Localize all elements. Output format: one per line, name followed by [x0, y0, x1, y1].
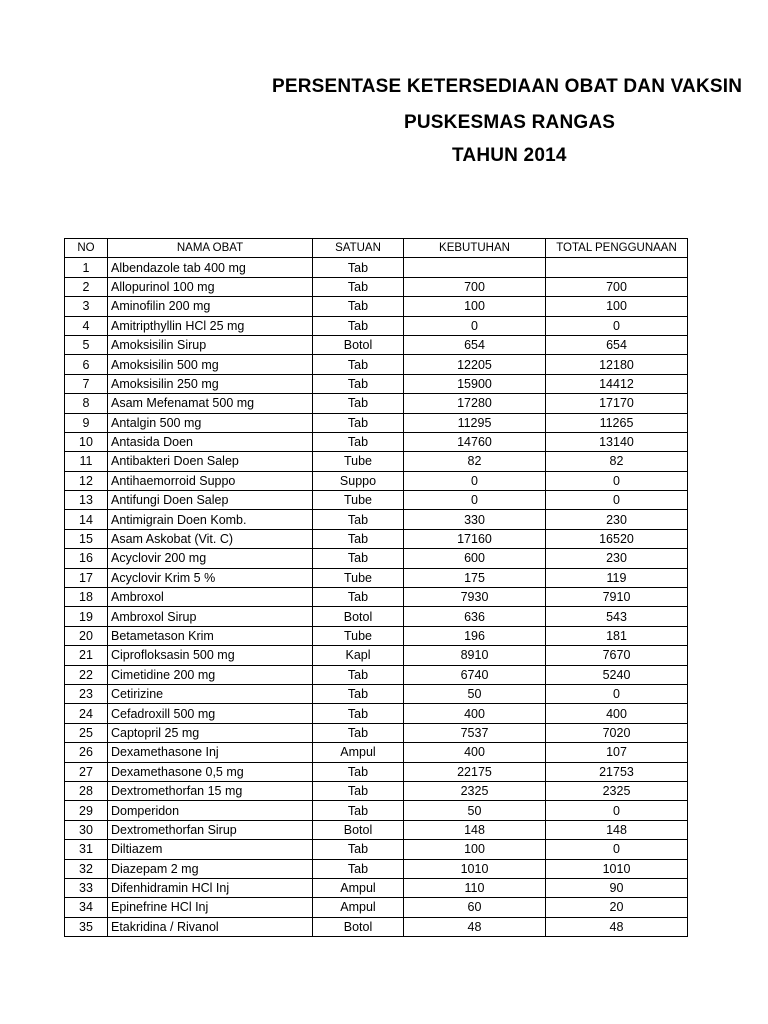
cell-total-penggunaan: 400	[546, 704, 688, 723]
cell-total-penggunaan: 16520	[546, 529, 688, 548]
cell-nama-obat: Ambroxol	[108, 588, 313, 607]
cell-satuan: Ampul	[313, 743, 404, 762]
cell-kebutuhan: 196	[404, 626, 546, 645]
report-subtitle-year: TAHUN 2014	[452, 145, 567, 166]
cell-nama-obat: Amoksisilin Sirup	[108, 335, 313, 354]
cell-satuan: Ampul	[313, 898, 404, 917]
cell-nama-obat: Antasida Doen	[108, 432, 313, 451]
cell-total-penggunaan: 48	[546, 917, 688, 936]
cell-satuan: Tab	[313, 549, 404, 568]
header-total-penggunaan: TOTAL PENGGUNAAN	[546, 239, 688, 258]
cell-no: 8	[65, 394, 108, 413]
table-row	[65, 277, 688, 296]
table-row	[65, 859, 688, 878]
cell-no: 34	[65, 898, 108, 917]
cell-nama-obat: Albendazole tab 400 mg	[108, 258, 313, 277]
cell-kebutuhan: 0	[404, 316, 546, 335]
cell-satuan: Tab	[313, 374, 404, 393]
cell-kebutuhan: 330	[404, 510, 546, 529]
cell-satuan: Tube	[313, 626, 404, 645]
cell-total-penggunaan: 148	[546, 820, 688, 839]
table-row	[65, 898, 688, 917]
cell-no: 18	[65, 588, 108, 607]
cell-kebutuhan: 15900	[404, 374, 546, 393]
cell-no: 22	[65, 665, 108, 684]
table-row	[65, 704, 688, 723]
cell-kebutuhan: 148	[404, 820, 546, 839]
cell-no: 4	[65, 316, 108, 335]
cell-total-penggunaan: 181	[546, 626, 688, 645]
cell-no: 20	[65, 626, 108, 645]
cell-no: 15	[65, 529, 108, 548]
cell-kebutuhan: 0	[404, 491, 546, 510]
cell-kebutuhan: 48	[404, 917, 546, 936]
cell-satuan: Botol	[313, 607, 404, 626]
cell-nama-obat: Ambroxol Sirup	[108, 607, 313, 626]
cell-kebutuhan: 17280	[404, 394, 546, 413]
cell-total-penggunaan: 5240	[546, 665, 688, 684]
cell-no: 13	[65, 491, 108, 510]
table-row	[65, 588, 688, 607]
cell-nama-obat: Antifungi Doen Salep	[108, 491, 313, 510]
cell-total-penggunaan: 17170	[546, 394, 688, 413]
cell-kebutuhan: 175	[404, 568, 546, 587]
cell-total-penggunaan: 11265	[546, 413, 688, 432]
cell-total-penggunaan: 7910	[546, 588, 688, 607]
header-satuan: SATUAN	[313, 239, 404, 258]
cell-kebutuhan: 400	[404, 743, 546, 762]
cell-satuan: Tab	[313, 394, 404, 413]
cell-satuan: Tube	[313, 568, 404, 587]
cell-nama-obat: Asam Mefenamat 500 mg	[108, 394, 313, 413]
table-row	[65, 840, 688, 859]
cell-no: 2	[65, 277, 108, 296]
cell-total-penggunaan: 100	[546, 297, 688, 316]
cell-satuan: Tube	[313, 452, 404, 471]
cell-no: 27	[65, 762, 108, 781]
cell-no: 16	[65, 549, 108, 568]
cell-satuan: Botol	[313, 917, 404, 936]
cell-no: 33	[65, 878, 108, 897]
table-row	[65, 549, 688, 568]
table-row	[65, 316, 688, 335]
cell-nama-obat: Allopurinol 100 mg	[108, 277, 313, 296]
cell-satuan: Tab	[313, 781, 404, 800]
cell-kebutuhan: 6740	[404, 665, 546, 684]
cell-nama-obat: Ciprofloksasin 500 mg	[108, 646, 313, 665]
cell-satuan: Kapl	[313, 646, 404, 665]
cell-kebutuhan: 636	[404, 607, 546, 626]
report-subtitle-facility: PUSKESMAS RANGAS	[404, 112, 616, 133]
cell-no: 32	[65, 859, 108, 878]
cell-total-penggunaan: 0	[546, 491, 688, 510]
cell-total-penggunaan: 82	[546, 452, 688, 471]
cell-kebutuhan: 14760	[404, 432, 546, 451]
cell-no: 7	[65, 374, 108, 393]
table-row	[65, 510, 688, 529]
cell-kebutuhan: 1010	[404, 859, 546, 878]
cell-kebutuhan: 50	[404, 801, 546, 820]
cell-no: 28	[65, 781, 108, 800]
cell-nama-obat: Aminofilin 200 mg	[108, 297, 313, 316]
cell-satuan: Tab	[313, 529, 404, 548]
cell-kebutuhan: 0	[404, 471, 546, 490]
cell-no: 10	[65, 432, 108, 451]
cell-kebutuhan: 8910	[404, 646, 546, 665]
cell-total-penggunaan: 7670	[546, 646, 688, 665]
cell-kebutuhan: 50	[404, 684, 546, 703]
cell-total-penggunaan: 0	[546, 316, 688, 335]
cell-kebutuhan: 7537	[404, 723, 546, 742]
cell-total-penggunaan: 230	[546, 549, 688, 568]
cell-satuan: Tab	[313, 413, 404, 432]
cell-nama-obat: Etakridina / Rivanol	[108, 917, 313, 936]
table-row	[65, 646, 688, 665]
cell-total-penggunaan: 107	[546, 743, 688, 762]
cell-no: 17	[65, 568, 108, 587]
cell-nama-obat: Epinefrine HCl Inj	[108, 898, 313, 917]
report-title: PERSENTASE KETERSEDIAAN OBAT DAN VAKSIN	[272, 76, 743, 97]
cell-nama-obat: Cimetidine 200 mg	[108, 665, 313, 684]
cell-nama-obat: Dextromethorfan Sirup	[108, 820, 313, 839]
cell-nama-obat: Captopril 25 mg	[108, 723, 313, 742]
cell-kebutuhan: 7930	[404, 588, 546, 607]
cell-no: 24	[65, 704, 108, 723]
table-row	[65, 394, 688, 413]
cell-satuan: Botol	[313, 820, 404, 839]
cell-total-penggunaan: 20	[546, 898, 688, 917]
table-header-row	[65, 239, 688, 258]
table-row	[65, 917, 688, 936]
cell-satuan: Tab	[313, 762, 404, 781]
cell-nama-obat: Antibakteri Doen Salep	[108, 452, 313, 471]
table-row	[65, 626, 688, 645]
table-row	[65, 529, 688, 548]
cell-nama-obat: Antimigrain Doen Komb.	[108, 510, 313, 529]
cell-satuan: Tab	[313, 297, 404, 316]
cell-nama-obat: Diazepam 2 mg	[108, 859, 313, 878]
cell-satuan: Tab	[313, 665, 404, 684]
cell-kebutuhan: 100	[404, 297, 546, 316]
cell-satuan: Tab	[313, 316, 404, 335]
cell-kebutuhan: 400	[404, 704, 546, 723]
cell-nama-obat: Amoksisilin 250 mg	[108, 374, 313, 393]
cell-kebutuhan: 11295	[404, 413, 546, 432]
cell-no: 35	[65, 917, 108, 936]
cell-total-penggunaan: 12180	[546, 355, 688, 374]
table-row	[65, 607, 688, 626]
table-row	[65, 820, 688, 839]
cell-kebutuhan: 110	[404, 878, 546, 897]
cell-kebutuhan: 82	[404, 452, 546, 471]
cell-kebutuhan: 700	[404, 277, 546, 296]
cell-nama-obat: Acyclovir Krim 5 %	[108, 568, 313, 587]
header-kebutuhan: KEBUTUHAN	[404, 239, 546, 258]
cell-total-penggunaan: 230	[546, 510, 688, 529]
cell-total-penggunaan: 7020	[546, 723, 688, 742]
table-row	[65, 801, 688, 820]
title-block	[0, 0, 768, 240]
cell-satuan: Tab	[313, 801, 404, 820]
cell-nama-obat: Diltiazem	[108, 840, 313, 859]
cell-no: 30	[65, 820, 108, 839]
cell-kebutuhan: 100	[404, 840, 546, 859]
cell-kebutuhan: 654	[404, 335, 546, 354]
cell-nama-obat: Dextromethorfan 15 mg	[108, 781, 313, 800]
cell-total-penggunaan: 654	[546, 335, 688, 354]
cell-satuan: Tab	[313, 704, 404, 723]
cell-no: 25	[65, 723, 108, 742]
table-row	[65, 432, 688, 451]
table-row	[65, 878, 688, 897]
cell-kebutuhan: 22175	[404, 762, 546, 781]
cell-satuan: Tube	[313, 491, 404, 510]
cell-satuan: Tab	[313, 723, 404, 742]
cell-no: 11	[65, 452, 108, 471]
cell-total-penggunaan: 0	[546, 471, 688, 490]
cell-satuan: Tab	[313, 859, 404, 878]
cell-nama-obat: Cefadroxill 500 mg	[108, 704, 313, 723]
table-row	[65, 762, 688, 781]
cell-no: 9	[65, 413, 108, 432]
table-row	[65, 781, 688, 800]
cell-kebutuhan: 60	[404, 898, 546, 917]
cell-kebutuhan: 600	[404, 549, 546, 568]
cell-no: 29	[65, 801, 108, 820]
table-row	[65, 258, 688, 277]
cell-kebutuhan: 12205	[404, 355, 546, 374]
cell-no: 12	[65, 471, 108, 490]
table-row	[65, 568, 688, 587]
cell-nama-obat: Acyclovir 200 mg	[108, 549, 313, 568]
cell-satuan: Tab	[313, 684, 404, 703]
cell-satuan: Botol	[313, 335, 404, 354]
cell-no: 6	[65, 355, 108, 374]
cell-total-penggunaan: 90	[546, 878, 688, 897]
table-row	[65, 297, 688, 316]
cell-no: 26	[65, 743, 108, 762]
cell-satuan: Tab	[313, 355, 404, 374]
cell-kebutuhan: 2325	[404, 781, 546, 800]
table-row	[65, 665, 688, 684]
cell-total-penggunaan: 0	[546, 801, 688, 820]
cell-no: 5	[65, 335, 108, 354]
cell-no: 3	[65, 297, 108, 316]
cell-nama-obat: Amoksisilin 500 mg	[108, 355, 313, 374]
cell-satuan: Suppo	[313, 471, 404, 490]
cell-total-penggunaan: 700	[546, 277, 688, 296]
cell-total-penggunaan: 0	[546, 684, 688, 703]
cell-kebutuhan: 17160	[404, 529, 546, 548]
table-row	[65, 684, 688, 703]
cell-kebutuhan	[404, 258, 546, 277]
table-row	[65, 355, 688, 374]
cell-nama-obat: Dexamethasone Inj	[108, 743, 313, 762]
cell-total-penggunaan: 1010	[546, 859, 688, 878]
cell-total-penggunaan: 14412	[546, 374, 688, 393]
cell-total-penggunaan: 2325	[546, 781, 688, 800]
cell-total-penggunaan: 0	[546, 840, 688, 859]
cell-satuan: Tab	[313, 277, 404, 296]
table-row	[65, 723, 688, 742]
medicine-table	[64, 238, 688, 937]
cell-no: 23	[65, 684, 108, 703]
cell-satuan: Ampul	[313, 878, 404, 897]
table-row	[65, 335, 688, 354]
cell-satuan: Tab	[313, 432, 404, 451]
table-body	[65, 258, 688, 937]
cell-total-penggunaan: 13140	[546, 432, 688, 451]
cell-total-penggunaan: 21753	[546, 762, 688, 781]
cell-no: 31	[65, 840, 108, 859]
cell-satuan: Tab	[313, 588, 404, 607]
header-nama-obat: NAMA OBAT	[108, 239, 313, 258]
table-row	[65, 491, 688, 510]
cell-no: 19	[65, 607, 108, 626]
cell-total-penggunaan: 543	[546, 607, 688, 626]
cell-nama-obat: Betametason Krim	[108, 626, 313, 645]
cell-nama-obat: Antalgin 500 mg	[108, 413, 313, 432]
cell-satuan: Tab	[313, 258, 404, 277]
cell-nama-obat: Cetirizine	[108, 684, 313, 703]
cell-total-penggunaan	[546, 258, 688, 277]
cell-total-penggunaan: 119	[546, 568, 688, 587]
cell-satuan: Tab	[313, 510, 404, 529]
cell-nama-obat: Domperidon	[108, 801, 313, 820]
cell-nama-obat: Asam Askobat (Vit. C)	[108, 529, 313, 548]
cell-nama-obat: Dexamethasone 0,5 mg	[108, 762, 313, 781]
table-row	[65, 743, 688, 762]
table-row	[65, 374, 688, 393]
cell-satuan: Tab	[313, 840, 404, 859]
cell-no: 14	[65, 510, 108, 529]
cell-no: 1	[65, 258, 108, 277]
cell-nama-obat: Difenhidramin HCl Inj	[108, 878, 313, 897]
cell-nama-obat: Antihaemorroid Suppo	[108, 471, 313, 490]
header-no: NO	[65, 239, 108, 258]
cell-nama-obat: Amitripthyllin HCl 25 mg	[108, 316, 313, 335]
table-row	[65, 452, 688, 471]
cell-no: 21	[65, 646, 108, 665]
table-row	[65, 471, 688, 490]
table-row	[65, 413, 688, 432]
